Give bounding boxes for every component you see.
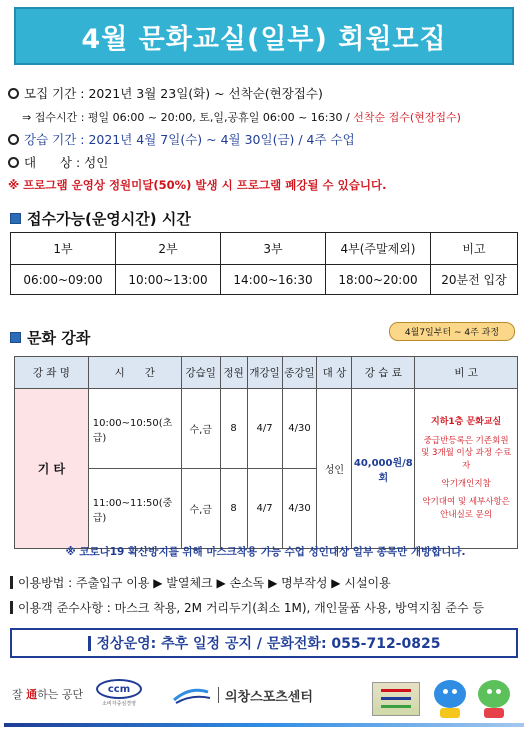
reception-value: : 평일 06:00 ~ 20:00, 토,일,공휴일 06:00 ~ 16:30 /: [80, 111, 350, 124]
recruit-period-value: : 2021년 3월 23일(화) ~ 선착순(현장접수): [80, 86, 323, 101]
emblem-stripe: [381, 697, 411, 700]
bar-bullet-icon: [10, 601, 13, 614]
schedule-header-cell: 4부(주말제외): [326, 233, 431, 265]
slogan-highlight: 通: [26, 688, 38, 701]
ccm-subtitle: 소비자중심경영: [102, 701, 136, 707]
class-header-cell: 강 습 료: [352, 357, 415, 389]
course-period-label: 강습 기간: [24, 132, 77, 147]
schedule-header-cell: 3부: [221, 233, 326, 265]
reception-label: ⇒ 접수시간: [22, 111, 78, 124]
usage-method-text: 이용방법 : 주출입구 이용 ▶ 발열체크 ▶ 손소독 ▶ 명부작성 ▶ 시설이용: [18, 576, 391, 590]
circle-bullet-icon: [8, 134, 19, 145]
class-header-cell: 개강일: [247, 357, 282, 389]
class-time-cell: 10:00~10:50(초급): [88, 389, 181, 469]
footer: [0, 670, 531, 733]
mascot-right-icon: [474, 680, 514, 718]
schedule-heading: [10, 208, 191, 229]
ccm-logo: [86, 679, 152, 709]
class-target-cell: 성인: [317, 389, 352, 549]
emblem-image: [372, 682, 420, 716]
square-bullet-icon: [10, 332, 21, 343]
mascot-left-icon: [430, 680, 470, 718]
bar-bullet-icon: [88, 636, 91, 651]
class-start-cell: 4/7: [247, 469, 282, 549]
class-day-cell: 수,금: [181, 389, 220, 469]
classes-heading: [10, 327, 90, 348]
schedule-heading-text: 접수가능(운영시간) 시간: [27, 210, 191, 228]
schedule-header-cell: 비고: [431, 233, 518, 265]
logo-divider: [218, 687, 219, 703]
class-fee-cell: 40,000원/8회: [352, 389, 415, 549]
contact-text: 정상운영: 추후 일정 공지 / 문화전화: 055-712-0825: [96, 636, 441, 652]
course-duration-badge: 4월7일부터 ~ 4주 과정: [389, 322, 515, 341]
schedule-time-row: [11, 265, 518, 295]
class-note-level: 중급반등록은 기존회원 및 3개월 이상 과정 수료자: [421, 436, 512, 471]
square-bullet-icon: [10, 213, 21, 224]
contact-box: [10, 628, 518, 658]
class-header-cell: 종강일: [282, 357, 317, 389]
reception-time-line: [22, 109, 461, 125]
class-day-cell: 수,금: [181, 469, 220, 549]
title-banner: [14, 7, 514, 65]
slogan-prefix: 잘: [12, 688, 27, 701]
swoosh-logo-icon: [172, 684, 212, 706]
class-start-cell: 4/7: [247, 389, 282, 469]
usage-method-line: [10, 574, 391, 591]
table-row: [15, 389, 518, 469]
course-period-line: [8, 130, 355, 148]
classes-heading-text: 문화 강좌: [27, 329, 91, 347]
class-capacity-cell: 8: [220, 389, 247, 469]
usage-rules-text: 이용객 준수사항 : 마스크 착용, 2M 거리두기(최소 1M), 개인물품 사용, 방역지침 준수 등: [18, 601, 484, 615]
class-note-cell: [415, 389, 518, 549]
class-header-cell: 대 상: [317, 357, 352, 389]
covid-note: ※ 코로나19 확산방지를 위해 마스크착용 가능 수업 성인대상 일부 종목만 개방합니다.: [65, 546, 466, 558]
circle-bullet-icon: [8, 88, 19, 99]
class-header-row: [15, 357, 518, 389]
center-logo: [172, 684, 313, 706]
schedule-time-cell: 18:00~20:00: [326, 265, 431, 295]
class-table: [14, 356, 518, 549]
class-capacity-cell: 8: [220, 469, 247, 549]
target-value: : 성인: [75, 155, 109, 170]
class-end-cell: 4/30: [282, 389, 317, 469]
schedule-table: [10, 232, 518, 295]
schedule-header-cell: 2부: [116, 233, 221, 265]
class-time-cell: 11:00~11:50(중급): [88, 469, 181, 549]
class-header-cell: 강습일: [181, 357, 220, 389]
class-note-instrument: 악기개인지참: [441, 479, 491, 490]
schedule-time-cell: 06:00~09:00: [11, 265, 116, 295]
class-header-cell: 비 고: [415, 357, 518, 389]
course-period-value: : 2021년 4월 7일(수) ~ 4월 30일(금) / 4주 수업: [80, 132, 355, 147]
slogan-suffix: 하는 공단: [37, 688, 84, 701]
recruit-period-label: 모집 기간: [24, 86, 77, 101]
ccm-mark: ccm: [96, 679, 142, 699]
schedule-header-row: [11, 233, 518, 265]
footer-stripe: [4, 723, 524, 727]
cancellation-warning: ※ 프로그램 운영상 정원미달(50%) 발생 시 프로그램 폐강될 수 있습니다.: [8, 178, 387, 192]
schedule-time-cell: 10:00~13:00: [116, 265, 221, 295]
usage-rules-line: [10, 599, 484, 616]
class-header-cell: 강 좌 명: [15, 357, 89, 389]
class-note-location: 지하1층 문화교실: [431, 417, 502, 428]
circle-bullet-icon: [8, 157, 19, 168]
class-end-cell: 4/30: [282, 469, 317, 549]
class-header-cell: 정원: [220, 357, 247, 389]
reception-note: 선착순 접수(현장접수): [353, 111, 461, 124]
target-label: 대 상: [24, 155, 72, 170]
recruit-period-line: [8, 84, 323, 102]
course-name-cell: 기 타: [15, 389, 89, 549]
emblem-stripe: [381, 705, 411, 708]
schedule-time-cell: 20분전 입장: [431, 265, 518, 295]
page-title: 4월 문화교실(일부) 회원모집: [81, 23, 447, 55]
class-header-cell: 시 간: [88, 357, 181, 389]
slogan: [12, 686, 83, 702]
schedule-time-cell: 14:00~16:30: [221, 265, 326, 295]
emblem-stripe: [381, 689, 411, 692]
bar-bullet-icon: [10, 576, 13, 589]
class-note-inquiry: 악기대여 및 세부사항은 안내실로 문의: [422, 497, 510, 520]
target-line: [8, 153, 108, 171]
schedule-header-cell: 1부: [11, 233, 116, 265]
center-name: 의창스포츠센터: [225, 689, 313, 705]
